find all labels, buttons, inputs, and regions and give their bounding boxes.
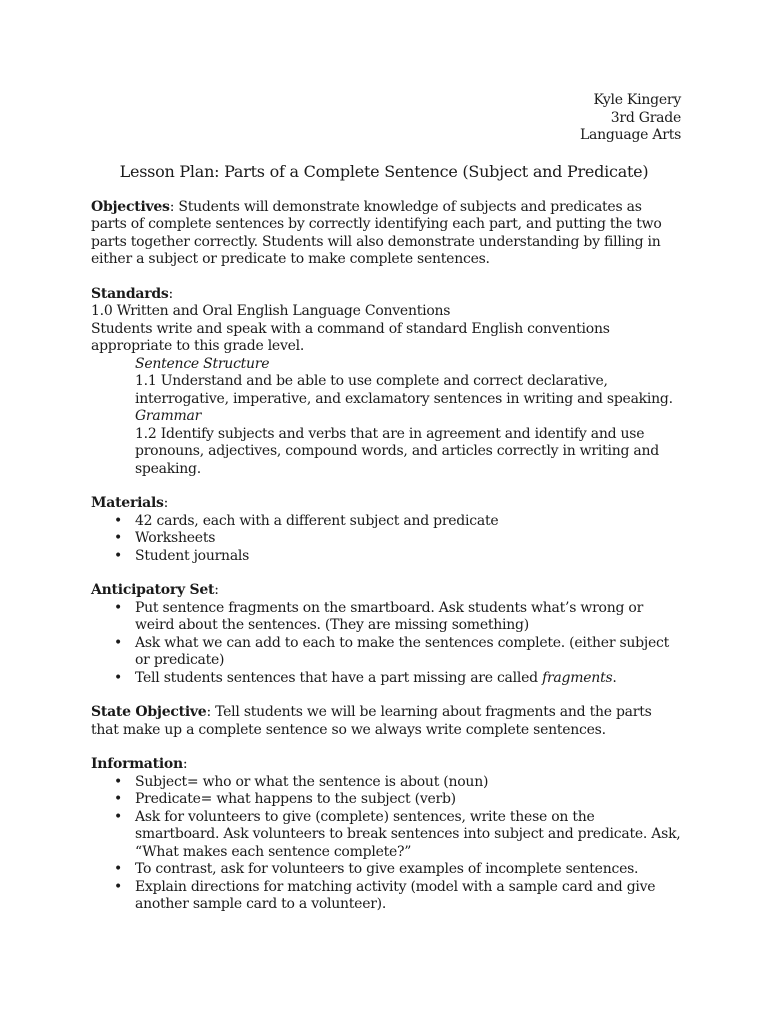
- state-objective-section: [91, 704, 681, 739]
- list-item-text: Worksheets: [135, 530, 216, 546]
- objectives-label: Objectives: [91, 198, 170, 215]
- list-item-text: Student journals: [135, 547, 250, 564]
- bullet: •: [114, 530, 123, 546]
- grade-level: 3rd Grade: [610, 109, 681, 126]
- bullet: •: [114, 547, 123, 564]
- materials-label: Materials: [91, 495, 164, 511]
- sentence-structure-title: Sentence Structure: [135, 355, 270, 372]
- anticipatory-set-label: Anticipatory Set: [91, 582, 215, 598]
- list-item-text: To contrast, ask for volunteers to give examples of incomplete sentences.: [135, 861, 639, 877]
- information-heading-line: Information:: [91, 756, 188, 772]
- information-list: [91, 774, 681, 914]
- list-item: [91, 635, 681, 670]
- bullet: •: [114, 808, 123, 825]
- objectives-text: Students will demonstrate knowledge of subjects and predicates as parts of complete sentences by correctly identifying each part, and putting the two parts together correctly. Students will also demonstrate understanding by filling in either a subject or predicate to make complete sentences.: [91, 198, 662, 267]
- list-item: [91, 809, 681, 862]
- list-item: [91, 513, 681, 531]
- bullet: •: [114, 773, 123, 790]
- sentence-structure-text: 1.1 Understand and be able to use complete and correct declarative, interrogative, imperative, and exclamatory sentences in writing and speaking.: [135, 373, 673, 407]
- list-item-text: Ask for volunteers to give (complete) sentences, write these on the smartboard. Ask volunteers to break sentences into subject and predicate. Ask, “What makes each sentence complete?”: [135, 808, 681, 860]
- bullet: •: [114, 634, 123, 651]
- list-item: [91, 774, 681, 792]
- list-item-text: Put sentence fragments on the smartboard. Ask students what’s wrong or weird about the sentences. (They are missing something): [135, 599, 644, 633]
- list-item: [91, 670, 681, 688]
- objectives-paragraph: Objectives: Students will demonstrate knowledge of subjects and predicates as parts of complete sentences by correctly identifying each part, and putting the two parts together correctly. Students will also demonstrate understanding by filling in either a subject or predicate to make complete sentences.: [91, 198, 662, 267]
- document-page: [91, 92, 681, 931]
- grammar-text: 1.2 Identify subjects and verbs that are in agreement and identify and use pronouns, adjectives, compound words, and articles correctly in writing and speaking.: [135, 425, 659, 477]
- bullet: •: [114, 791, 123, 807]
- materials-section: [91, 495, 681, 565]
- list-item-text: Predicate= what happens to the subject (verb): [135, 791, 456, 807]
- list-item: [91, 548, 681, 566]
- anticipatory-set-section: [91, 582, 681, 687]
- materials-list: [91, 513, 681, 566]
- information-section: [91, 756, 681, 914]
- grammar-title: Grammar: [135, 408, 202, 424]
- state-objective-paragraph: State Objective: Tell students we will be learning about fragments and the parts that make up a complete sentence so we always write complete sentences.: [91, 704, 652, 738]
- standards-heading-line: Standards:: [91, 285, 173, 302]
- list-item-end: .: [612, 669, 617, 686]
- anticipatory-set-heading-line: Anticipatory Set:: [91, 582, 219, 598]
- subject-name: Language Arts: [579, 127, 681, 143]
- materials-heading-line: Materials:: [91, 495, 169, 511]
- author-name: Kyle Kingery: [593, 92, 681, 108]
- bullet: •: [114, 512, 123, 529]
- standards-label: Standards: [91, 285, 169, 302]
- standards-heading: 1.0 Written and Oral English Language Conventions: [91, 303, 451, 319]
- bullet: •: [114, 599, 123, 616]
- list-item: [91, 879, 681, 914]
- list-item-text: Tell students sentences that have a part missing are called: [135, 669, 543, 686]
- bullet: •: [114, 669, 123, 686]
- standards-section: [91, 286, 681, 479]
- state-objective-label: State Objective: [91, 704, 207, 720]
- bullet: •: [114, 861, 123, 877]
- anticipatory-set-list: [91, 600, 681, 688]
- state-objective-text: Tell students we will be learning about fragments and the parts that make up a complete sentence so we always write complete sentences.: [91, 704, 652, 738]
- list-item: [91, 861, 681, 879]
- list-item-text: Subject= who or what the sentence is about (noun): [135, 773, 489, 790]
- list-item-text: Explain directions for matching activity (model with a sample card and give another sample card to a volunteer).: [135, 878, 656, 912]
- standards-description: Students write and speak with a command of standard English conventions appropriate to this grade level.: [91, 320, 610, 354]
- list-item: [91, 530, 681, 548]
- objectives-section: [91, 199, 681, 269]
- lesson-title: Lesson Plan: Parts of a Complete Sentence (Subject and Predicate): [119, 161, 649, 181]
- information-label: Information: [91, 756, 183, 772]
- list-item: [91, 600, 681, 635]
- list-item-text: Ask what we can add to each to make the sentences complete. (either subject or predicate): [135, 634, 669, 668]
- fragments-emphasis: fragments: [542, 669, 613, 686]
- header-block: [91, 92, 681, 145]
- list-item-text: 42 cards, each with a different subject and predicate: [135, 512, 499, 529]
- list-item: [91, 791, 681, 809]
- bullet: •: [114, 878, 123, 895]
